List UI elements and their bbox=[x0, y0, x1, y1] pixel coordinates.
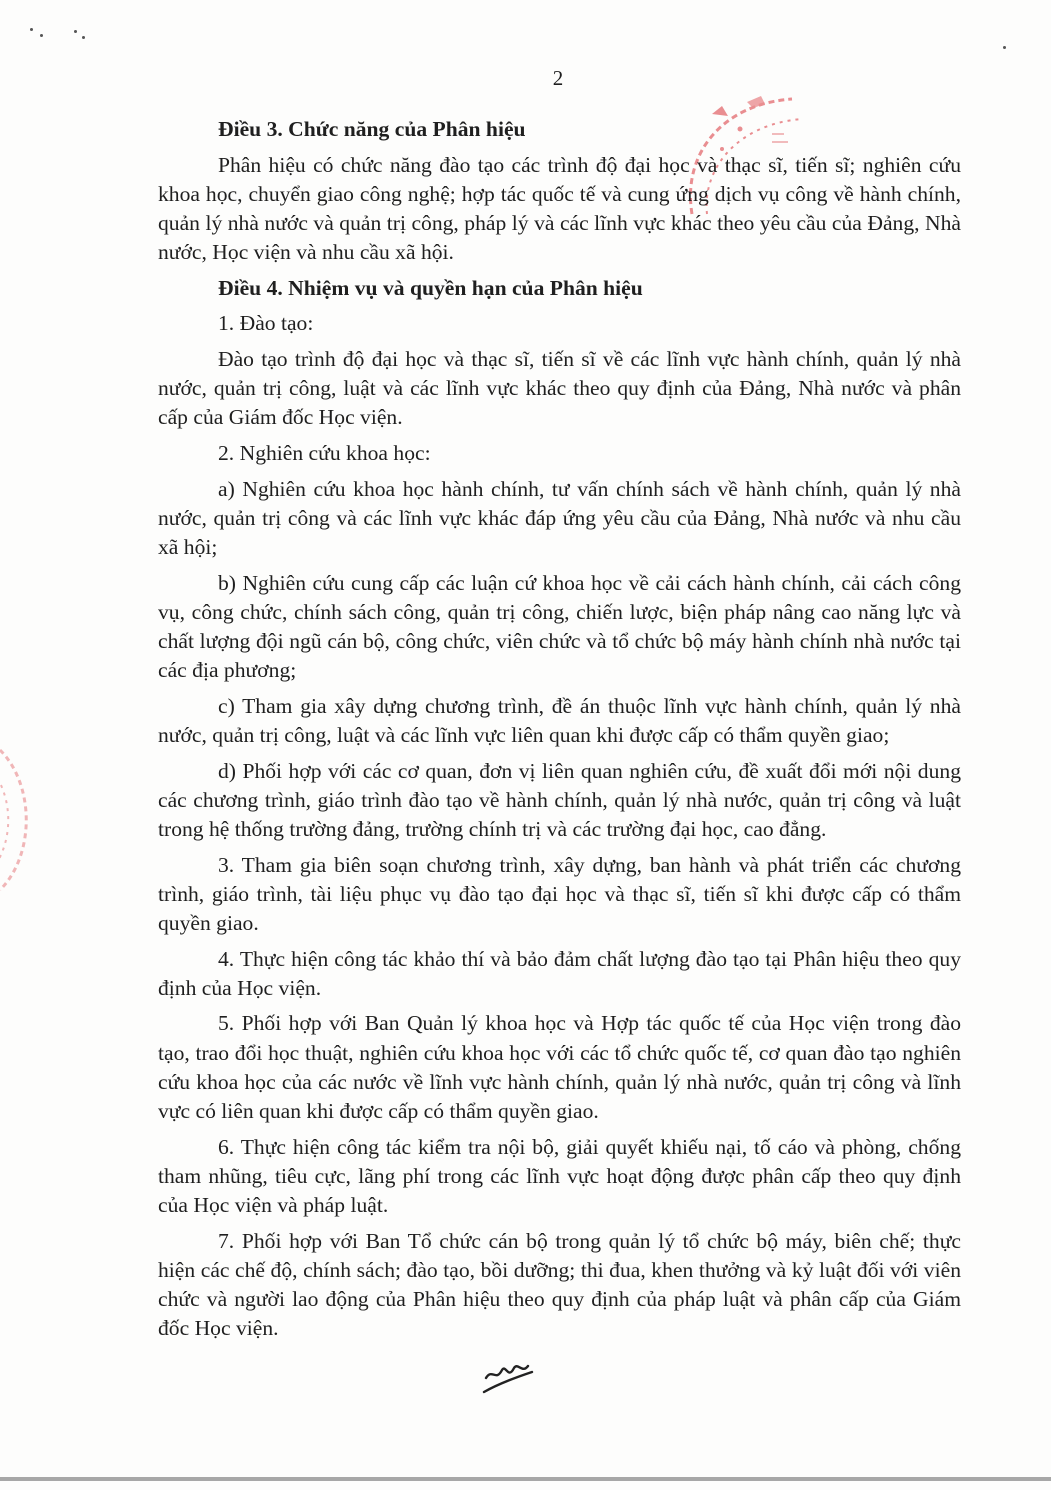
item-1-paragraph: Đào tạo trình độ đại học và thạc sĩ, tiến sĩ về các lĩnh vực hành chính, quản lý nhà nước, quản trị công, luật và các lĩnh vực khác theo quy định của Đảng, Nhà nước và phân cấp của Giám đốc Học viện. bbox=[158, 346, 961, 430]
document-body bbox=[158, 115, 961, 1350]
item-7-paragraph: 7. Phối hợp với Ban Tổ chức cán bộ trong quản lý tổ chức bộ máy, biên chế; thực hiện các chế độ, chính sách; đào tạo, bồi dưỡng; thi đua, khen thưởng và kỷ luật đối với viên chức và người lao động của Phân hiệu theo quy định của pháp luật và phân cấp của Giám đốc Học viện. bbox=[158, 1228, 961, 1341]
seal-fragment-icon bbox=[0, 745, 30, 895]
item-2a-paragraph: a) Nghiên cứu khoa học hành chính, tư vấn chính sách về hành chính, quản lý nhà nước, quản trị công và các lĩnh vực khác đáp ứng yêu cầu của Đảng, Nhà nước và nhu cầu xã hội; bbox=[158, 476, 961, 559]
article-4-heading: Điều 4. Nhiệm vụ và quyền hạn của Phân hiệu bbox=[218, 275, 643, 300]
scan-speck bbox=[82, 36, 85, 39]
page-number: 2 bbox=[552, 66, 564, 90]
item-2c-paragraph: c) Tham gia xây dựng chương trình, đề án thuộc lĩnh vực hành chính, quản lý nhà nước, quản trị công, luật và các lĩnh vực liên quan khi được cấp có thẩm quyền giao; bbox=[158, 693, 961, 747]
item-3-paragraph: 3. Tham gia biên soạn chương trình, xây dựng, ban hành và phát triển các chương trình, giáo trình, tài liệu phục vụ đào tạo đại học và thạc sĩ, tiến sĩ khi được cấp có thẩm quyền giao. bbox=[158, 852, 961, 935]
scan-speck bbox=[74, 30, 77, 33]
item-6-paragraph: 6. Thực hiện công tác kiểm tra nội bộ, giải quyết khiếu nại, tố cáo và phòng, chống tham nhũng, tiêu cực, lãng phí trong các lĩnh vực hoạt động được phân cấp theo quy định của Học viện và pháp luật. bbox=[158, 1134, 961, 1217]
item-1-title: 1. Đào tạo: bbox=[218, 311, 314, 336]
item-2b-paragraph: b) Nghiên cứu cung cấp các luận cứ khoa học về cải cách hành chính, cải cách công vụ, công chức, chính sách công, quản trị công, chiến lược, biện pháp nâng cao năng lực và chất lượng đội ngũ cán bộ, công chức, viên chức và tổ chức bộ máy hành chính nhà nước tại các địa phương; bbox=[158, 570, 961, 683]
handwritten-initials-icon bbox=[478, 1360, 538, 1396]
item-2-title: 2. Nghiên cứu khoa học: bbox=[218, 440, 431, 465]
scan-speck bbox=[30, 28, 33, 31]
article-3-paragraph: Phân hiệu có chức năng đào tạo các trình độ đại học và thạc sĩ, tiến sĩ; nghiên cứu khoa học, chuyển giao công nghệ; hợp tác quốc tế và cung ứng dịch vụ công về hành chính, quản lý nhà nước và quản trị công, pháp lý và các lĩnh vực khác theo yêu cầu của Đảng, Nhà nước, Học viện và nhu cầu xã hội. bbox=[158, 152, 961, 265]
item-5-paragraph: 5. Phối hợp với Ban Quản lý khoa học và Hợp tác quốc tế của Học viện trong đào tạo, trao đổi học thuật, nghiên cứu khoa học với các tổ chức quốc tế, cơ quan đào tạo nghiên cứu khoa học của các nước về lĩnh vực hành chính, quản lý nhà nước, quản trị công và lĩnh vực có liên quan khi được cấp có thẩm quyền giao. bbox=[158, 1011, 961, 1123]
item-2d-paragraph: d) Phối hợp với các cơ quan, đơn vị liên quan nghiên cứu, đề xuất đổi mới nội dung các chương trình, giáo trình đào tạo về hành chính, quản lý nhà nước, quản trị công và luật trong hệ thống trường đảng, trường chính trị và các trường đại học, cao đẳng. bbox=[158, 758, 961, 841]
item-4-paragraph: 4. Thực hiện công tác khảo thí và bảo đảm chất lượng đào tạo tại Phân hiệu theo quy định của Học viện. bbox=[158, 946, 961, 1000]
scan-speck bbox=[1003, 46, 1006, 49]
scan-bottom-edge bbox=[0, 1477, 1051, 1481]
article-3-heading: Điều 3. Chức năng của Phân hiệu bbox=[218, 117, 526, 141]
scan-speck bbox=[40, 34, 43, 37]
